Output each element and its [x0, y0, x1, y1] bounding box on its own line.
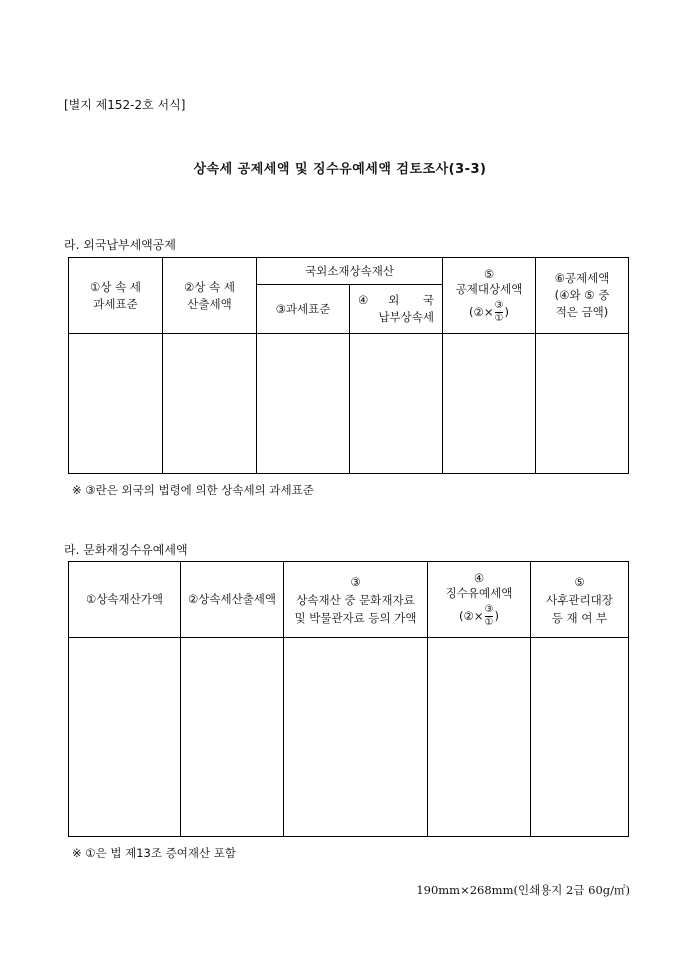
- section2-note: ※ ①은 법 제13조 증여재산 포함: [72, 846, 236, 860]
- section1-note: ※ ③란은 외국의 법령에 의한 상속세의 과세표준: [72, 483, 314, 497]
- paper-spec-footer: 190mm×268mm(인쇄용지 2급 60g/㎡): [416, 883, 630, 897]
- header-property-value: ①상속재산가액: [86, 592, 163, 606]
- header-post-management-registry: ⑤ 사후관리대장 등 재 여 부: [546, 574, 613, 625]
- header-calculated-tax: ②상 속 세 산출세액: [184, 279, 235, 311]
- header-foreign-paid-tax: ④외 국 납부상속세: [358, 293, 434, 324]
- header-deductible-tax: ⑤ 공제대상세액 (②× $\frac{\text{③}}{\text{①}}$ ): [455, 267, 523, 324]
- header-cultural-asset-value: ③ 상속재산 중 문화재자료 및 박물관자료 등의 가액: [294, 574, 417, 625]
- header-deferred-tax: ④ 징수유예세액 (②× $\frac{\text{③}}{\text{①}}$ ): [445, 571, 513, 628]
- section1-title: 라. 외국납부세액공제: [64, 238, 176, 252]
- header-foreign-property-group: 국외소재상속재산: [305, 263, 394, 278]
- header-credit-amount: ⑥공제세액 (④와 ⑤ 중 적은 금액): [554, 271, 610, 319]
- header-foreign-taxable-base: ③과세표준: [275, 301, 331, 316]
- header-calculated-tax: ②상속세산출세액: [187, 592, 277, 606]
- formula: (②× $\frac{\text{③}}{\text{①}}$ ): [469, 300, 509, 324]
- document-title: 상속세 공제세액 및 징수유예세액 검토조사(3-3): [193, 162, 487, 177]
- form-reference: [별지 제152-2호 서식]: [64, 98, 186, 112]
- section2-title: 라. 문화재징수유예세액: [64, 543, 188, 557]
- cultural-property-deferral-table: [68, 561, 629, 837]
- formula: (②× $\frac{\text{③}}{\text{①}}$ ): [459, 604, 499, 628]
- header-taxable-base: ①상 속 세 과세표준: [90, 279, 141, 311]
- foreign-tax-credit-table: [68, 257, 629, 474]
